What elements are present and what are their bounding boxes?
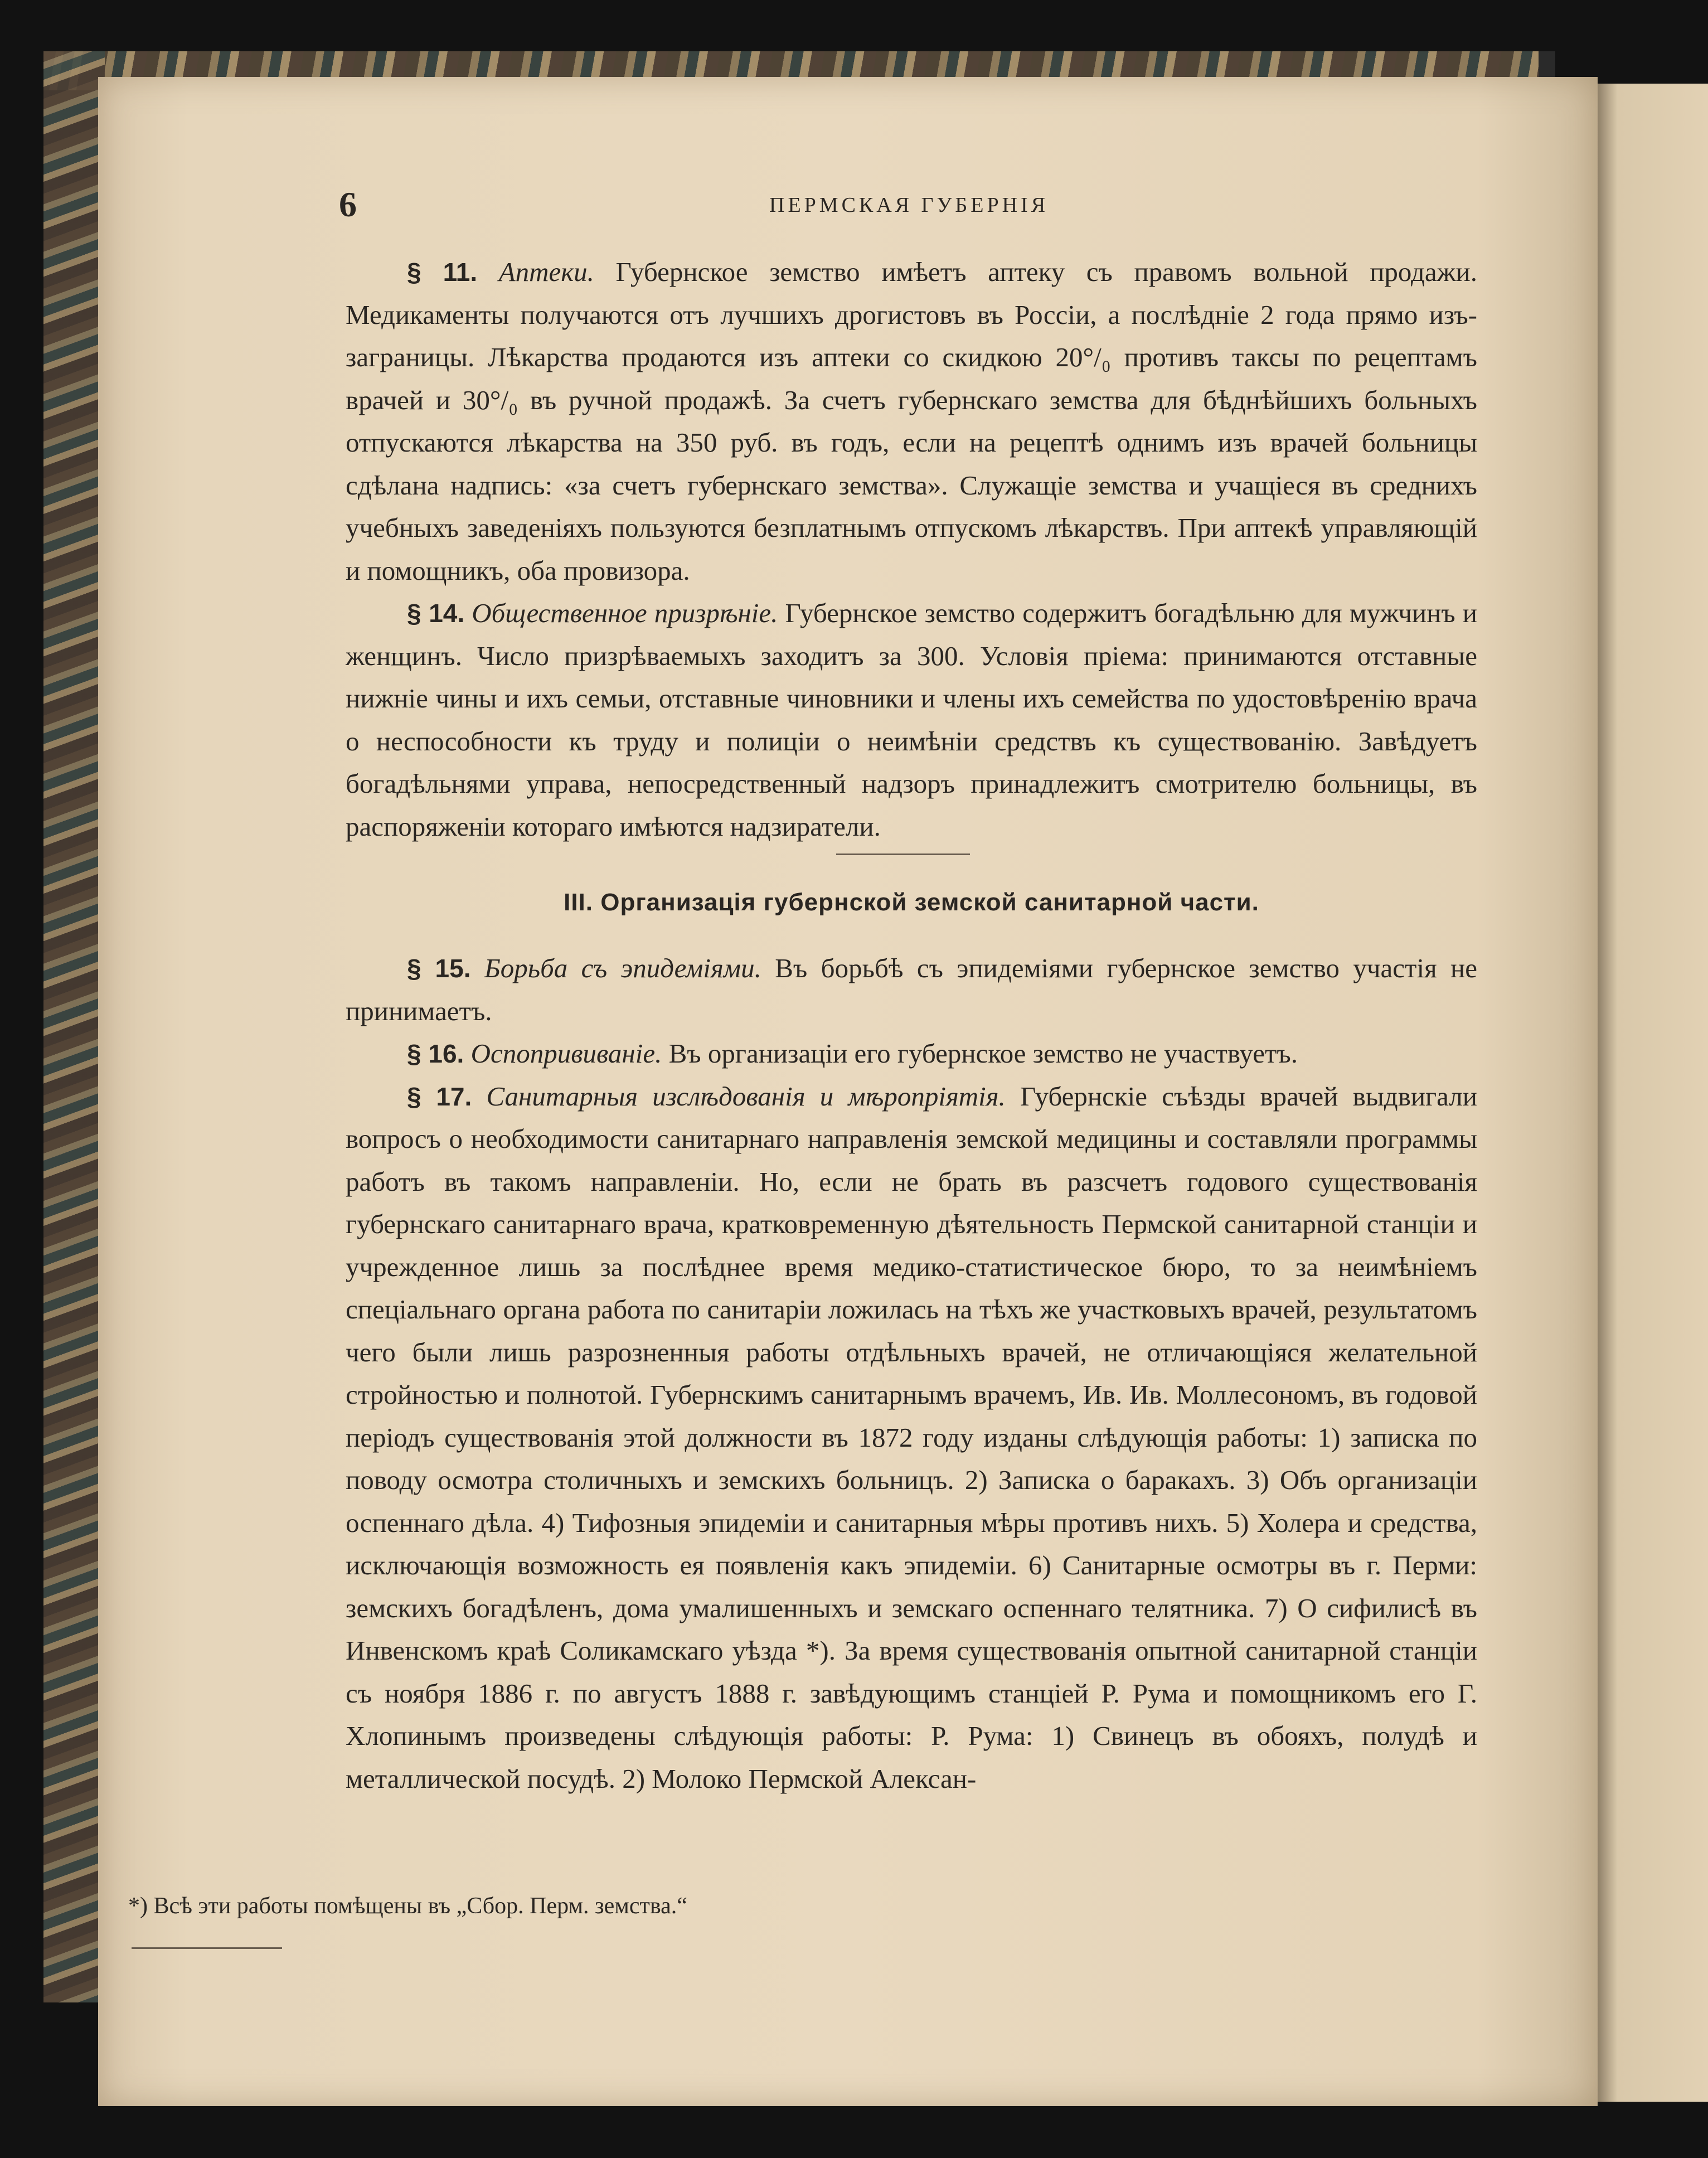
section-number: § 14. <box>407 599 465 628</box>
page-content <box>339 184 1478 1800</box>
section-number: § 15. <box>407 954 471 983</box>
section-number: § 11. <box>407 258 478 287</box>
section-11 <box>346 251 1477 592</box>
section-15 <box>346 947 1477 1032</box>
section-14 <box>346 592 1477 848</box>
section-text: Въ борьбѣ съ эпидеміями губернское земство участія не принимаетъ. <box>346 953 1478 1026</box>
footnote-rule <box>132 1947 282 1949</box>
section-text: Губернское земство содержитъ богадѣльню для мужчинъ и женщинъ. Число призрѣваемыхъ заходитъ за 300. Условія пріема: принимаются отставные нижніе чины и ихъ семьи, отставные чиновники и члены ихъ семейства по удостовѣренію врача о неспособности къ труду и полиціи о неимѣніи средствъ къ существованію. Завѣдуетъ богадѣльнями управа, непосредственный надзоръ принадлежитъ смотрителю больницы, въ распоряженіи котораго имѣются надзиратели. <box>346 598 1477 842</box>
part-heading: III. Организація губернской земской санитарной части. <box>564 889 1259 916</box>
running-title: ПЕРМСКАЯ ГУБЕРНІЯ <box>769 193 1049 217</box>
facing-page-edge <box>1598 84 1708 2102</box>
section-17 <box>346 1075 1477 1801</box>
section-title: Борьба съ эпидеміями. <box>484 953 761 983</box>
section-title: Общественное призрѣніе. <box>472 598 778 628</box>
footnote: *) Всѣ эти работы помѣщены въ „Сбор. Перм. земства.“ <box>128 1893 687 1919</box>
section-title: Оспопрививаніе. <box>470 1038 662 1069</box>
section-title: Санитарныя изслѣдованія и мѣропріятія. <box>486 1080 1006 1112</box>
section-text: Губернскіе съѣзды врачей выдвигали вопросъ о необходимости санитарнаго направленія земской медицины и составляли программы работъ въ такомъ направленіи. Но, если не брать въ разсчетъ годового существованія губернскаго санитарнаго врача, кратковременную дѣятельность Пермской санитарной станціи и учрежденное лишь за послѣднее время медико-статистическое бюро, то за неимѣніемъ спеціальнаго органа работа по санитаріи ложилась на тѣхъ же участковыхъ врачей, результатомъ чего были лишь разрозненныя работы отдѣльныхъ врачей, не отличающіяся желательной стройностью и полнотой. Губернскимъ санитарнымъ врачемъ, Ив. Ив. Моллесономъ, въ годовой періодъ существованія этой должности въ 1872 году изданы слѣдующія работы: 1) записка по поводу осмотра столичныхъ и земскихъ больницъ. 2) Записка о баракахъ. 3) Объ организаціи оспеннаго дѣла. 4) Тифозныя эпидеміи и санитарныя мѣры противъ нихъ. 5) Холера и средства, исключающія возможность ея появленія какъ эпидеміи. 6) Санитарные осмотры въ г. Перми: земскихъ богадѣленъ, дома умалишенныхъ и земскаго оспеннаго телятника. 7) О сифилисѣ въ Инвенскомъ краѣ Соликамскаго уѣзда *). За время существованія опытной санитарной станціи съ ноября 1886 г. по августъ 1888 г. завѣдующимъ станціей Р. Рума и помощникомъ его Г. Хлопинымъ произведены слѣдующія работы: Р. Рума: 1) Свинецъ въ обояхъ, полудѣ и металлической посудѣ. 2) Молоко Пермской Алексан- <box>346 1080 1478 1794</box>
section-title: Аптеки. <box>498 256 594 287</box>
section-16 <box>346 1032 1477 1075</box>
section-text: Въ организаціи его губернское земство не участвуетъ. <box>668 1038 1298 1069</box>
page-number: 6 <box>339 185 357 224</box>
section-divider <box>836 853 970 855</box>
book-cover-left-edge <box>43 51 105 2002</box>
section-text: Губернское земство имѣетъ аптеку съ правомъ вольной продажи. Медикаменты получаются отъ лучшихъ дрогистовъ въ Россіи, а послѣдніе 2 года прямо изъ-заграницы. Лѣкарства продаются изъ аптеки со скидкою 20°/₀ противъ таксы по рецептамъ врачей и 30°/₀ въ ручной продажѣ. За счетъ губернскаго земства для бѣднѣйшихъ больныхъ отпускаются лѣкарства на 350 руб. въ годъ, если на рецептѣ однимъ изъ врачей больницы сдѣлана надпись: «за счетъ губернскаго земства». Служащіе земства и учащіеся въ среднихъ учебныхъ заведеніяхъ пользуются безплатнымъ отпускомъ лѣкарствъ. При аптекѣ управляющій и помощникъ, оба провизора. <box>346 256 1478 586</box>
page-header <box>339 184 1477 229</box>
section-number: § 16. <box>407 1039 464 1068</box>
section-number: § 17. <box>407 1082 472 1111</box>
body-text <box>346 251 1477 1800</box>
